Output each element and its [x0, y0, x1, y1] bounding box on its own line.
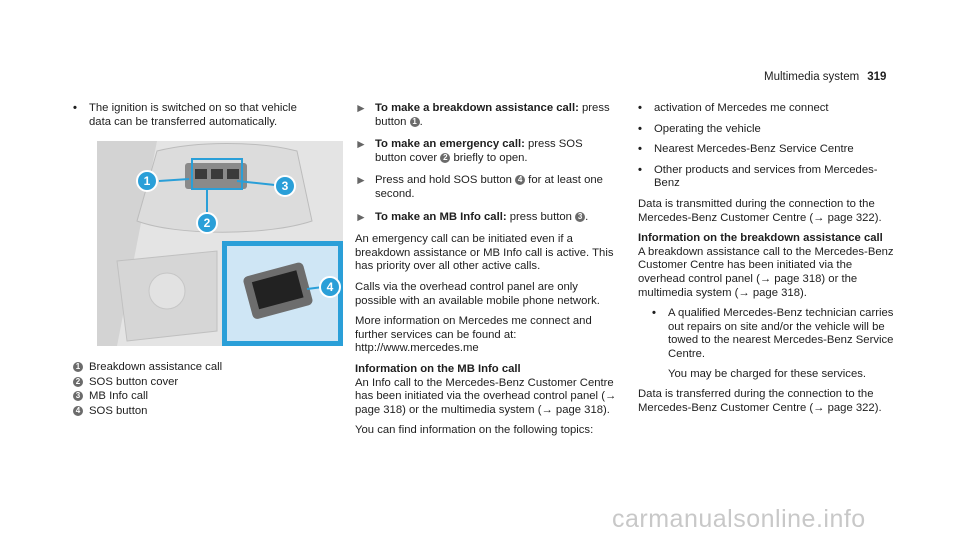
legend-item: 2 SOS button cover — [73, 375, 222, 390]
figure-legend — [73, 360, 222, 418]
overhead-panel-illustration — [97, 141, 343, 346]
paragraph: A breakdown assistance call to the Mercedes-Benz Customer Centre has been initiated via the overhead control panel (→ page 318) or the multimedia system (→ page 318). — [638, 245, 894, 299]
section-heading: Information on the breakdown assistance call — [638, 232, 883, 245]
legend-item: 3 MB Info call — [73, 389, 222, 404]
section-title: Multimedia system — [764, 71, 860, 83]
svg-text:2: 2 — [203, 216, 211, 230]
overhead-panel-figure — [97, 141, 343, 346]
paragraph: Calls via the overhead control panel are only possible with an available mobile phone network. — [355, 280, 600, 307]
page-header — [764, 71, 886, 83]
paragraph: Data is transmitted during the connection to the Mercedes-Benz Customer Centre (→ page 322). — [638, 197, 882, 224]
step-hold-sos: ► Press and hold SOS button 4 for at least one second. — [355, 173, 603, 200]
step-breakdown-call: ► To make a breakdown assistance call: press button 1 . — [355, 101, 610, 128]
callout-4 — [320, 277, 340, 297]
watermark: carmanualsonline.info — [612, 505, 866, 533]
callout-1 — [137, 171, 157, 191]
arrow-right-icon: ► — [355, 101, 367, 115]
step-info-call: ► To make an MB Info call: press button 3 . — [355, 209, 589, 224]
step-emergency-call: ► To make an emergency call: press SOS button cover 2 briefly to open. — [355, 137, 583, 164]
paragraph: Data is transferred during the connection to the Mercedes-Benz Customer Centre (→ page 322). — [638, 388, 882, 414]
section-heading: Information on the MB Info call — [355, 362, 521, 375]
condition-bullet: • The ignition is switched on so that vehicle data can be transferred automatically. — [73, 102, 298, 129]
legend-item: 4 SOS button — [73, 404, 222, 419]
page-number: 319 — [867, 71, 887, 83]
svg-text:1: 1 — [143, 174, 151, 188]
svg-text:3: 3 — [281, 179, 289, 193]
callout-2 — [197, 213, 217, 233]
arrow-right-icon: ► — [355, 137, 367, 152]
arrow-right-icon: ► — [355, 173, 367, 188]
arrow-right-icon: ► — [355, 209, 367, 224]
list-item: • activation of Mercedes me connect — [638, 102, 900, 116]
column-1 — [73, 102, 298, 136]
paragraph: More information on Mercedes me connect and further services can be found at: http://www.mercedes.me — [355, 315, 592, 355]
callout-3 — [275, 176, 295, 196]
list-item: • A qualified Mercedes-Benz technician carries out repairs on site and/or the vehicle will be towed to the nearest Mercedes-Benz Service Centre. You may be charged for these services. — [652, 307, 900, 381]
list-item: • Other products and services from Mercedes-Benz — [638, 164, 900, 191]
svg-text:4: 4 — [326, 280, 334, 294]
paragraph: An Info call to the Mercedes-Benz Customer Centre has been initiated via the overhead control panel (→ page 318) or the multimedia system (→ page 318). — [355, 376, 617, 416]
paragraph: You can find information on the following topics: — [355, 424, 594, 437]
list-item: • Nearest Mercedes-Benz Service Centre — [638, 143, 900, 157]
list-item: • Operating the vehicle — [638, 123, 900, 137]
column-3 — [638, 102, 900, 422]
legend-item: 1 Breakdown assistance call — [73, 360, 222, 375]
paragraph: An emergency call can be initiated even if a breakdown assistance or MB Info call is active. This has priority over all other active calls. — [355, 233, 614, 273]
column-2 — [355, 102, 617, 445]
